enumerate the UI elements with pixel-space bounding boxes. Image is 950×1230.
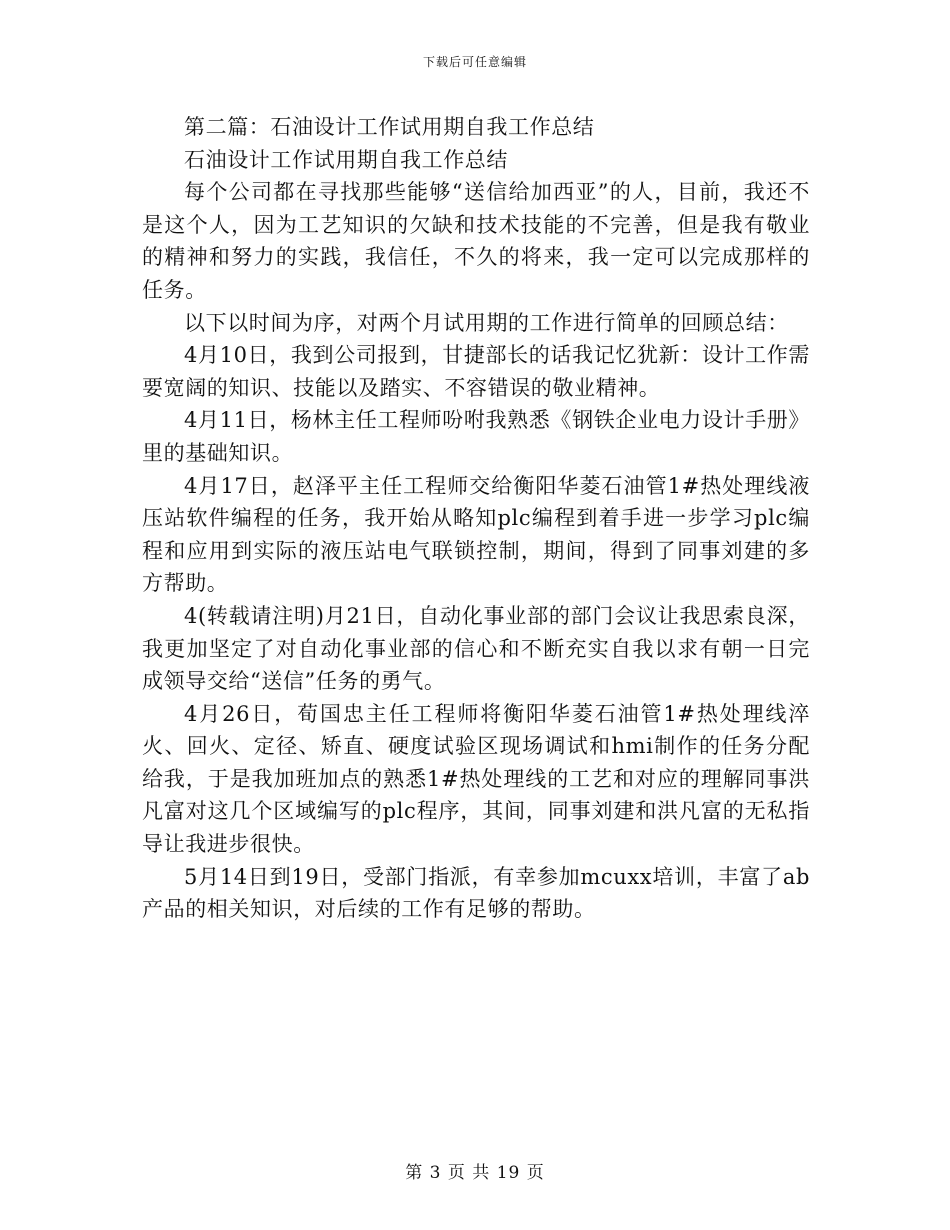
page-header: 下载后可任意编辑 [422, 55, 527, 69]
paragraph: 4月10日，我到公司报到，甘捷部长的话我记忆犹新：设计工作需要宽阔的知识、技能以及踏实、不容错误的敬业精神。 [142, 343, 810, 400]
paragraph: 4月17日，赵泽平主任工程师交给衡阳华菱石油管1#热处理线液压站软件编程的任务，我开始从略知plc编程到着手进一步学习plc编程和应用到实际的液压站电气联锁控制，期间，得到了同事刘建的多方帮助。 [142, 473, 810, 596]
document-body [142, 111, 810, 926]
document-subheading: 石油设计工作试用期自我工作总结 [184, 147, 508, 172]
paragraph: 5月14日到19日，受部门指派，有幸参加mcuxx培训，丰富了ab产品的相关知识，对后续的工作有足够的帮助。 [142, 864, 810, 922]
paragraph: 每个公司都在寻找那些能够“送信给加西亚”的人，目前，我还不是这个人，因为工艺知识的欠缺和技术技能的不完善，但是我有敬业的精神和努力的实践，我信任，不久的将来，我一定可以完成那样的任务。 [142, 180, 810, 302]
document-heading: 第二篇：石油设计工作试用期自我工作总结 [184, 115, 595, 139]
page-number: 第 3 页 共 19 页 [405, 1163, 545, 1183]
paragraph: 4月26日，荀国忠主任工程师将衡阳华菱石油管1#热处理线淬火、回火、定径、矫直、硬度试验区现场调试和hmi制作的任务分配给我，于是我加班加点的熟悉1#热处理线的工艺和对应的理解同事洪凡富对这几个区域编写的plc程序，其间，同事刘建和洪凡富的无私指导让我进步很快。 [142, 701, 810, 857]
paragraph: 4(转载请注明)月21日，自动化事业部的部门会议让我思索良深，我更加坚定了对自动化事业部的信心和不断充实自我以求有朝一日完成领导交给“送信”任务的勇气。 [142, 603, 810, 694]
paragraph: 以下以时间为序，对两个月试用期的工作进行简单的回顾总结： [184, 310, 789, 335]
paragraph: 4月11日，杨林主任工程师吩咐我熟悉《钢铁企业电力设计手册》里的基础知识。 [142, 408, 810, 465]
